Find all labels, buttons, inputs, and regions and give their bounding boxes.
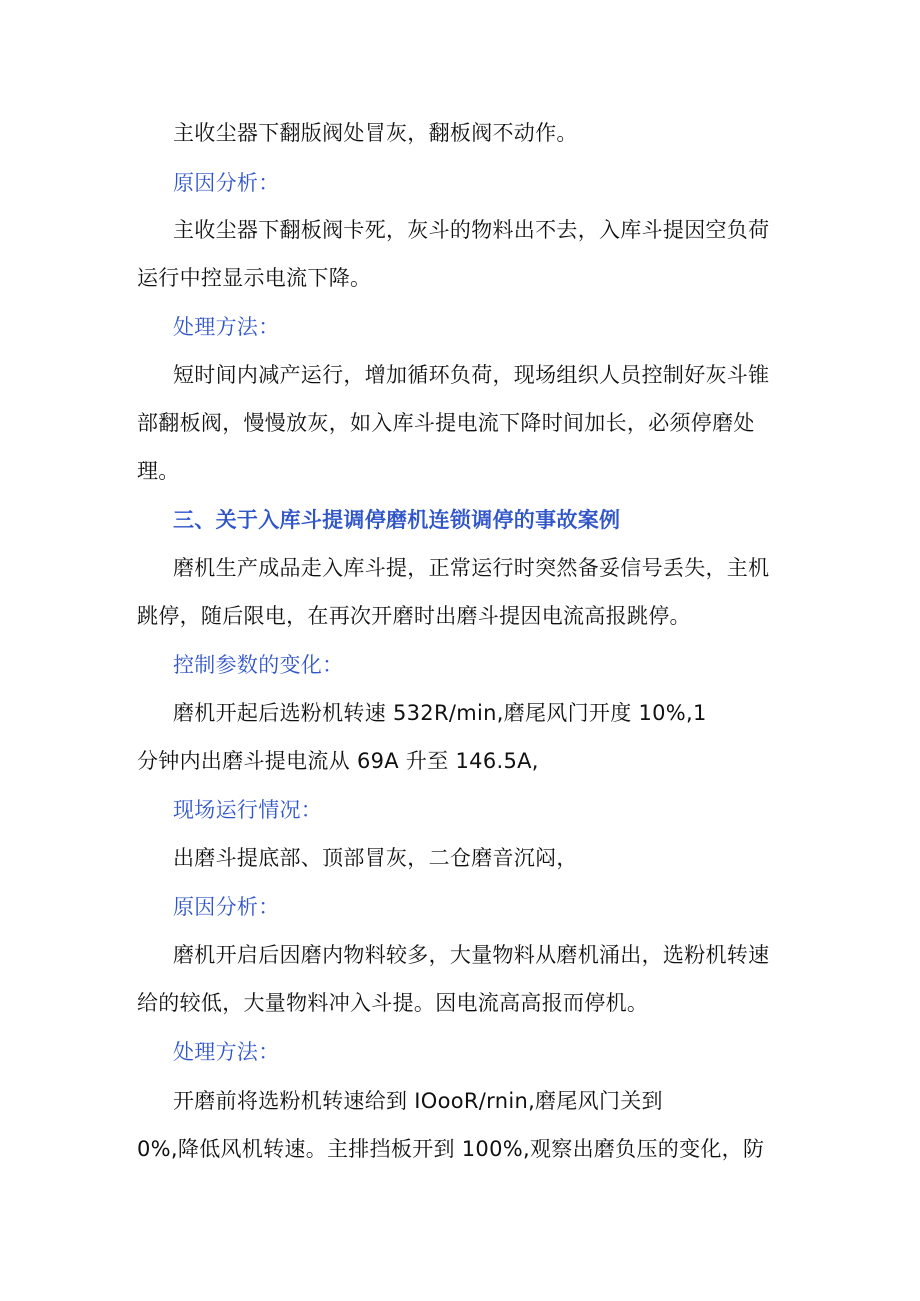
paragraph-line: 磨机开起后选粉机转速 532R/min,磨尾风门开度 10%,1 bbox=[173, 701, 707, 725]
subheading-parameter-change: 控制参数的变化： bbox=[173, 653, 344, 677]
paragraph-line: 主收尘器下翻板阀卡死，灰斗的物料出不去，入库斗提因空负荷 bbox=[173, 218, 770, 242]
subheading-cause-analysis: 原因分析： bbox=[173, 171, 280, 195]
paragraph-line: 运行中控显示电流下降。 bbox=[137, 266, 372, 290]
subheading-handling-method: 处理方法： bbox=[173, 315, 280, 339]
paragraph-line: 分钟内出磨斗提电流从 69A 升至 146.5A, bbox=[137, 749, 539, 773]
paragraph-line: 磨机开启后因磨内物料较多，大量物料从磨机涌出，选粉机转速 bbox=[173, 943, 770, 967]
paragraph-line: 出磨斗提底部、顶部冒灰，二仓磨音沉闷， bbox=[173, 846, 578, 870]
paragraph-line: 0%,降低风机转速。主排挡板开到 100%,观察出磨负压的变化，防 bbox=[137, 1137, 765, 1161]
paragraph-line: 跳停，随后限电，在再次开磨时出磨斗提因电流高报跳停。 bbox=[137, 604, 691, 628]
paragraph-line: 磨机生产成品走入库斗提，正常运行时突然备妥信号丢失，主机 bbox=[173, 556, 770, 580]
paragraph-line: 短时间内减产运行，增加循环负荷，现场组织人员控制好灰斗锥 bbox=[173, 363, 770, 387]
paragraph-line: 部翻板阀，慢慢放灰，如入库斗提电流下降时间加长，必须停磨处 bbox=[137, 411, 755, 435]
paragraph-line: 理。 bbox=[137, 459, 180, 483]
paragraph-line: 开磨前将选粉机转速给到 IOooR/rnin,磨尾风门关到 bbox=[173, 1089, 663, 1113]
paragraph-line: 给的较低，大量物料冲入斗提。因电流高高报而停机。 bbox=[137, 991, 649, 1015]
subheading-cause-analysis: 原因分析： bbox=[173, 895, 280, 919]
paragraph-line: 主收尘器下翻版阀处冒灰，翻板阀不动作。 bbox=[173, 121, 578, 145]
subheading-handling-method: 处理方法： bbox=[173, 1040, 280, 1064]
subheading-site-situation: 现场运行情况： bbox=[173, 798, 323, 822]
section-heading: 三、关于入库斗提调停磨机连锁调停的事故案例 bbox=[173, 508, 621, 532]
